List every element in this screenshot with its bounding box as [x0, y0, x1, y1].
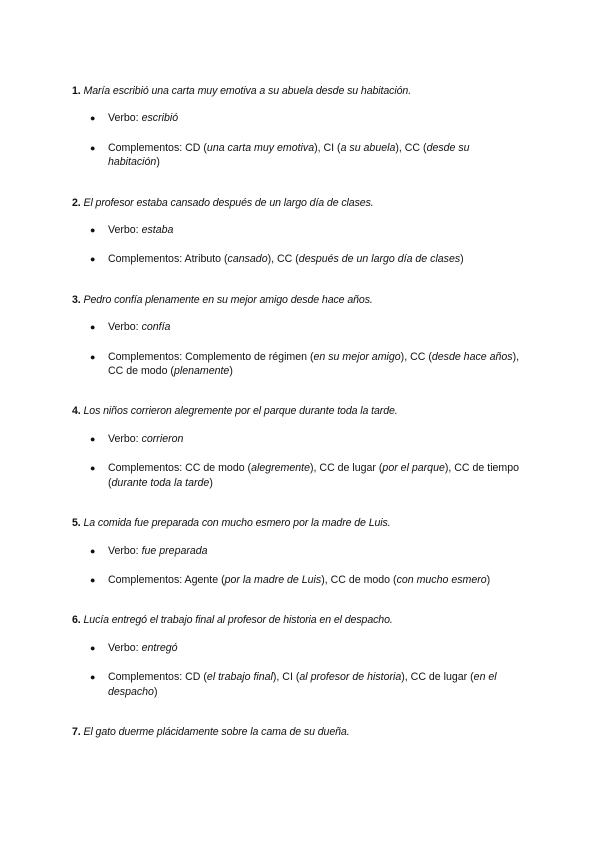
- exercise-list: [72, 84, 524, 739]
- complement: , CC de lugar (en el despacho): [108, 671, 497, 698]
- verb-label: Verbo:: [108, 112, 139, 125]
- complements-entry: [72, 573, 524, 587]
- complement: CD (el trabajo final): [185, 671, 277, 684]
- bullet-icon: ●: [90, 463, 96, 474]
- item-number: 7.: [72, 725, 81, 738]
- exercise-item: [72, 613, 524, 699]
- complements-label: Complementos:: [108, 350, 183, 363]
- complements-entry: [72, 252, 524, 266]
- verb-label: Verbo:: [108, 641, 139, 654]
- item-number: 5.: [72, 517, 81, 530]
- bullet-icon: ●: [90, 672, 96, 683]
- complement: , CC de lugar (por el parque): [313, 462, 449, 475]
- complement: CD (una carta muy emotiva): [185, 141, 318, 154]
- bullet-icon: ●: [90, 351, 96, 362]
- sentence-line: [72, 725, 524, 739]
- complement: Agente (por la madre de Luis): [184, 573, 325, 586]
- sentence-text: El profesor estaba cansado después de un largo día de clases.: [83, 196, 374, 209]
- analysis-list: [72, 111, 524, 169]
- sentence-text: Pedro confía plenamente en su mejor amigo desde hace años.: [83, 293, 373, 306]
- complement: , CI (a su abuela): [317, 141, 399, 154]
- item-number: 4.: [72, 405, 81, 418]
- analysis-list: [72, 544, 524, 588]
- item-number: 1.: [72, 85, 81, 97]
- complements-label: Complementos:: [108, 253, 183, 266]
- verb-entry: [72, 320, 524, 334]
- complement: , CC (después de un largo día de clases): [271, 253, 464, 266]
- verb-value: confía: [141, 321, 171, 334]
- bullet-icon: ●: [90, 322, 96, 333]
- verb-value: fue preparada: [141, 544, 208, 557]
- sentence-text: La comida fue preparada con mucho esmero por la madre de Luis.: [83, 517, 391, 530]
- complements-entry: [72, 141, 524, 170]
- complement: , CC de modo (con mucho esmero): [324, 573, 491, 586]
- bullet-icon: ●: [90, 574, 96, 585]
- complements-entry: [72, 350, 524, 379]
- sentence-text: María escribió una carta muy emotiva a su abuela desde su habitación.: [83, 85, 412, 97]
- analysis-list: [72, 223, 524, 267]
- exercise-item: [72, 293, 524, 379]
- exercise-item: [72, 196, 524, 267]
- sentence-line: [72, 613, 524, 627]
- verb-label: Verbo:: [108, 224, 139, 237]
- exercise-item: [72, 725, 524, 739]
- sentence-line: [72, 84, 524, 98]
- sentence-line: [72, 404, 524, 418]
- verb-label: Verbo:: [108, 544, 139, 557]
- item-number: 3.: [72, 293, 81, 306]
- complements-entry: [72, 670, 524, 699]
- exercise-item: [72, 84, 524, 170]
- complement: , CC de tiempo (durante toda la tarde): [108, 462, 520, 489]
- complement: Atributo (cansado): [184, 253, 272, 266]
- sentence-line: [72, 516, 524, 530]
- bullet-icon: ●: [90, 545, 96, 556]
- verb-entry: [72, 641, 524, 655]
- analysis-list: [72, 641, 524, 699]
- verb-entry: [72, 223, 524, 237]
- sentence-text: El gato duerme plácidamente sobre la cama de su dueña.: [83, 725, 350, 738]
- sentence-text: Los niños corrieron alegremente por el parque durante toda la tarde.: [83, 405, 398, 418]
- bullet-icon: ●: [90, 254, 96, 265]
- complement: , CI (al profesor de historia): [276, 671, 405, 684]
- verb-entry: [72, 111, 524, 125]
- sentence-line: [72, 196, 524, 210]
- verb-entry: [72, 432, 524, 446]
- analysis-list: [72, 432, 524, 490]
- complements-entry: [72, 461, 524, 490]
- exercise-item: [72, 404, 524, 490]
- item-number: 2.: [72, 196, 81, 209]
- verb-label: Verbo:: [108, 321, 139, 334]
- complements-label: Complementos:: [108, 462, 183, 475]
- complement: , CC (desde hace años): [404, 350, 517, 363]
- sentence-line: [72, 293, 524, 307]
- bullet-icon: ●: [90, 433, 96, 444]
- item-number: 6.: [72, 614, 81, 627]
- verb-entry: [72, 544, 524, 558]
- complement: Complemento de régimen (en su mejor amigo): [185, 350, 405, 363]
- complements-label: Complementos:: [108, 573, 183, 586]
- verb-value: entregó: [141, 641, 178, 654]
- complements-label: Complementos:: [108, 141, 183, 154]
- analysis-list: [72, 320, 524, 378]
- bullet-icon: ●: [90, 113, 96, 124]
- complement: CC de modo (alegremente): [185, 462, 314, 475]
- verb-label: Verbo:: [108, 432, 139, 445]
- complement: , CC de modo (plenamente): [108, 350, 520, 378]
- verb-value: escribió: [141, 112, 179, 125]
- complements-label: Complementos:: [108, 671, 183, 684]
- verb-value: corrieron: [141, 432, 184, 445]
- bullet-icon: ●: [90, 642, 96, 653]
- sentence-text: Lucía entregó el trabajo final al profesor de historia en el despacho.: [83, 614, 393, 627]
- complement: , CC (desde su habitación): [108, 141, 470, 169]
- exercise-item: [72, 516, 524, 587]
- verb-value: estaba: [141, 224, 174, 237]
- bullet-icon: ●: [90, 142, 96, 153]
- bullet-icon: ●: [90, 225, 96, 236]
